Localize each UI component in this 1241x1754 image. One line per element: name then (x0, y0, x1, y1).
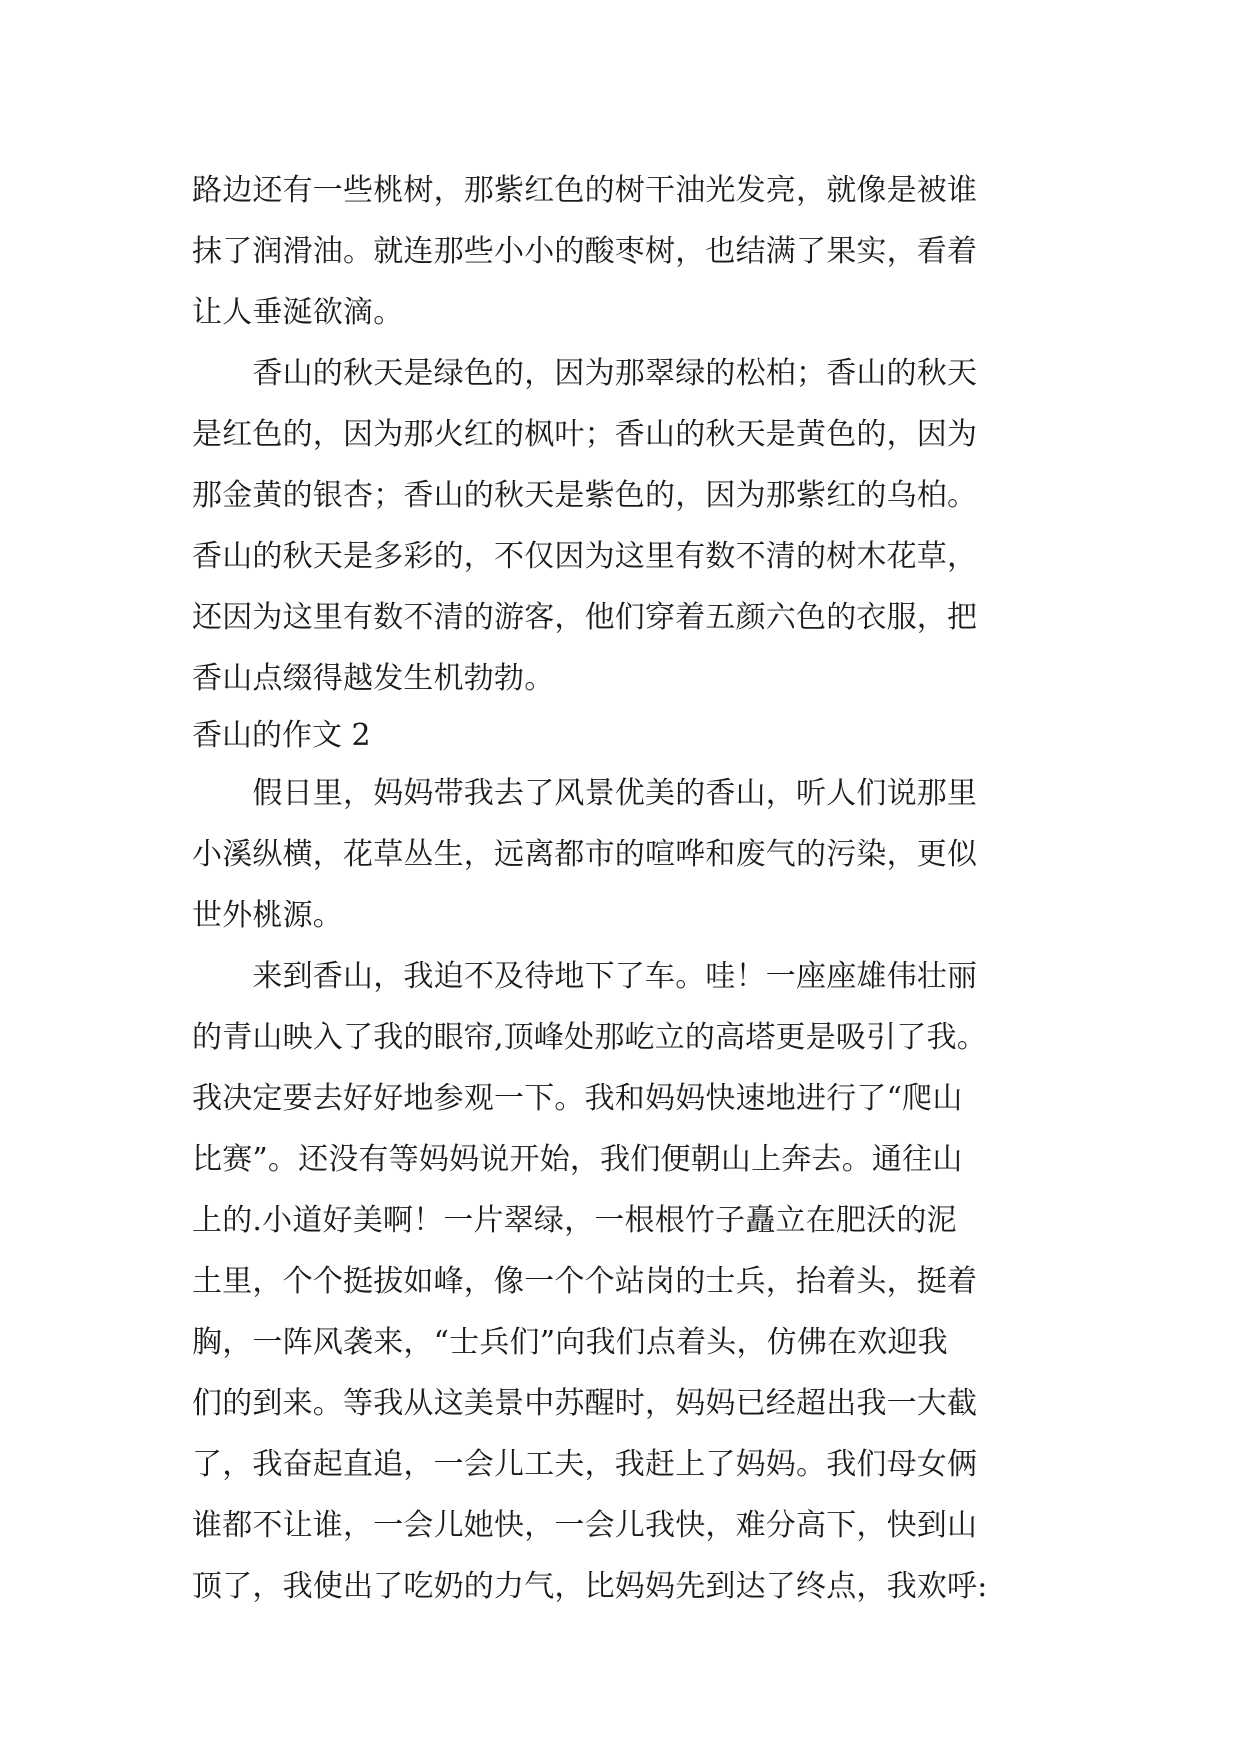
text-line: 抹了润滑油。就连那些小小的酸枣树，也结满了果实，看着 (192, 234, 978, 269)
text-line: 谁都不让谁，一会儿她快，一会儿我快，难分高下，快到山 (192, 1508, 978, 1543)
text-line: 让人垂涎欲滴。 (192, 295, 404, 330)
text-line: 了，我奋起直追，一会儿工夫，我赶上了妈妈。我们母女俩 (192, 1447, 978, 1482)
text-line: 土里，个个挺拔如峰，像一个个站岗的士兵，抬着头，挺着 (192, 1264, 978, 1299)
text-line: 是红色的，因为那火红的枫叶；香山的秋天是黄色的，因为 (192, 417, 978, 452)
text-line: 我决定要去好好地参观一下。我和妈妈快速地进行了“爬山 (192, 1081, 963, 1116)
section-title: 香山的作文 2 (192, 718, 371, 753)
text-line: 胸，一阵风袭来，“士兵们”向我们点着头，仿佛在欢迎我 (192, 1325, 948, 1360)
text-line: 上的.小道好美啊！一片翠绿，一根根竹子矗立在肥沃的泥 (192, 1203, 957, 1238)
text-line: 香山点缀得越发生机勃勃。 (192, 661, 555, 696)
text-line: 假日里，妈妈带我去了风景优美的香山，听人们说那里 (192, 776, 978, 811)
document-page (192, 160, 1062, 1617)
text-line: 那金黄的银杏；香山的秋天是紫色的，因为那紫红的乌柏。 (192, 478, 978, 513)
text-line: 比赛”。还没有等妈妈说开始，我们便朝山上奔去。通往山 (192, 1142, 963, 1177)
text-line: 香山的秋天是绿色的，因为那翠绿的松柏；香山的秋天 (192, 356, 978, 391)
text-line: 世外桃源。 (192, 898, 343, 933)
text-line: 的青山映入了我的眼帘,顶峰处那屹立的高塔更是吸引了我。 (192, 1020, 987, 1055)
text-line: 香山的秋天是多彩的，不仅因为这里有数不清的树木花草， (192, 539, 978, 574)
text-line: 还因为这里有数不清的游客，他们穿着五颜六色的衣服，把 (192, 600, 978, 635)
text-line: 们的到来。等我从这美景中苏醒时，妈妈已经超出我一大截 (192, 1386, 978, 1421)
text-line: 小溪纵横，花草丛生，远离都市的喧哗和废气的污染，更似 (192, 837, 978, 872)
text-line: 路边还有一些桃树，那紫红色的树干油光发亮，就像是被谁 (192, 173, 978, 208)
text-line: 顶了，我使出了吃奶的力气，比妈妈先到达了终点，我欢呼: (192, 1569, 988, 1604)
text-line: 来到香山，我迫不及待地下了车。哇！一座座雄伟壮丽 (192, 959, 978, 994)
